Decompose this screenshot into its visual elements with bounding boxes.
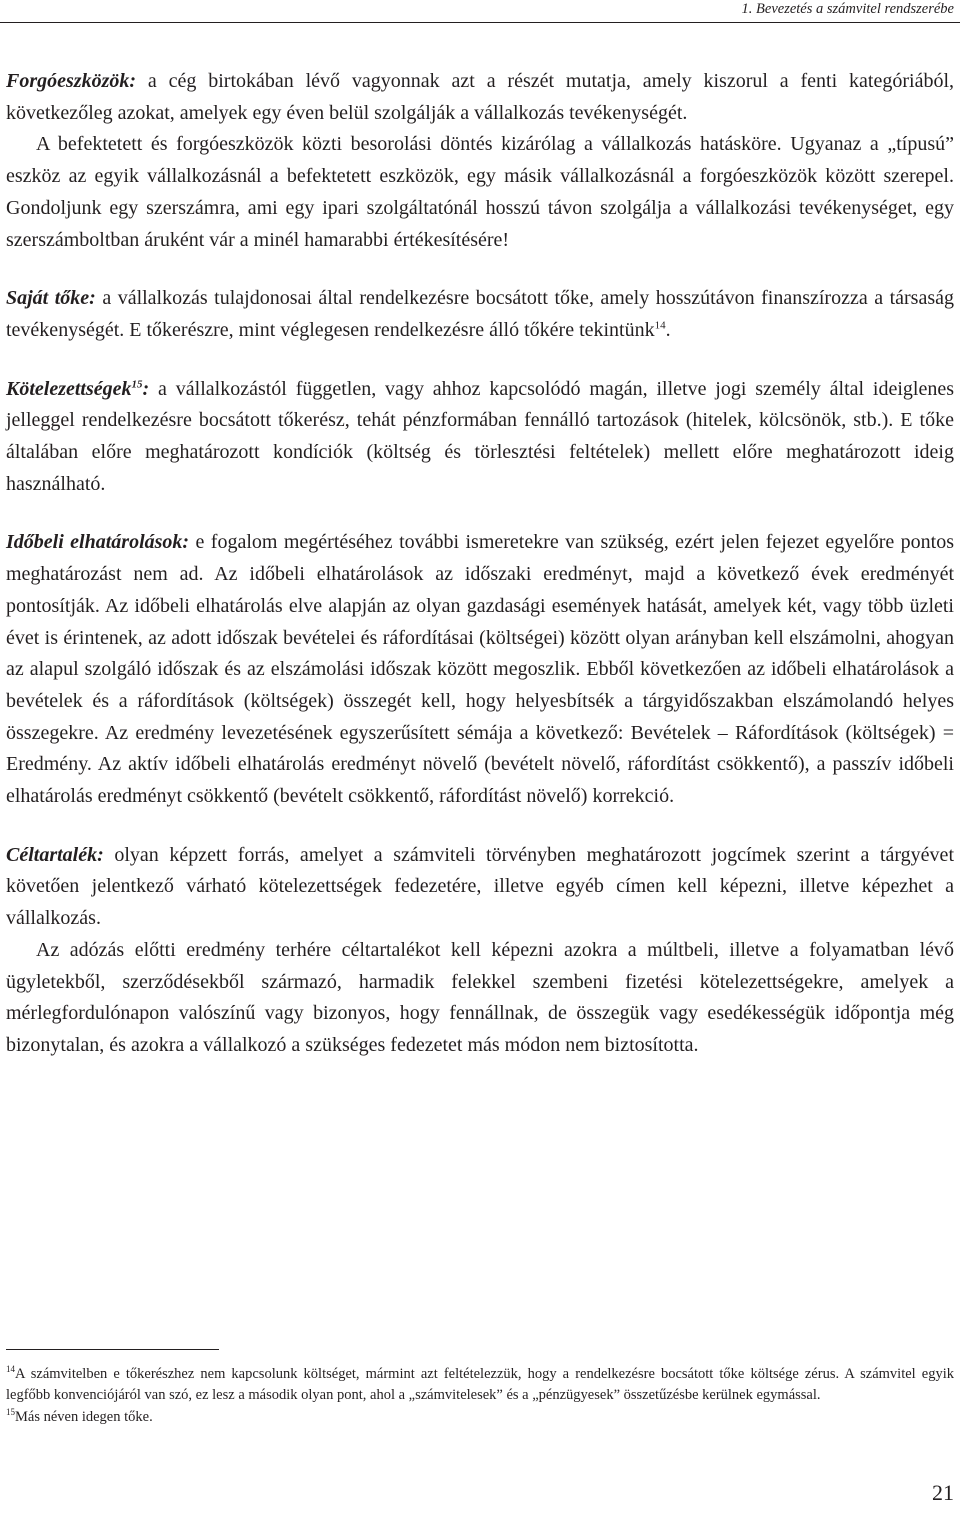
definition-liabilities: a vállalkozástól független, vagy ahhoz kapcsolódó magán, illetve jogi személy által ideiglenes jelleggel rendelkezésre bocsátott tőkerész, tehát pénzformában fennálló tartozások (hitelek, kölcsönök, stb.). E tőke általában előre meghatározott kondíciók (költség és törlesztési feltételek) mellett előre meghatározott ideig használható. <box>6 377 954 495</box>
term-equity: Saját tőke: <box>6 287 96 310</box>
paragraph-provisions-detail <box>6 935 954 1062</box>
term-liabilities-colon: : <box>142 377 150 400</box>
term-accruals: Időbeli elhatárolások: <box>6 531 190 554</box>
paragraph-liabilities <box>6 374 954 501</box>
provisions-detail-text: Az adózás előtti eredmény terhére céltartalékot kell képezni azokra a múltbeli, illetve a folyamatban lévő ügyletekből, szerződésekből származó, harmadik felekkel szembeni fizetési kötelezettségekre, amelyek a mérlegfordulónapon valószínű vagy bizonyos, hogy fennállnak, de összegük vagy esedékességük időpontja még bizonytalan, és azokra a vállalkozó a szükséges fedezetet más módon nem biztosította. <box>6 938 954 1056</box>
footnote-text-15: Más néven idegen tőke. <box>15 1408 153 1425</box>
equity-period: . <box>665 318 671 341</box>
running-header <box>0 0 960 23</box>
term-current-assets: Forgóeszközök: <box>6 70 137 92</box>
paragraph-equity <box>6 283 954 346</box>
footnote-ref-14[interactable]: 14 <box>654 319 666 332</box>
paragraph-classification <box>6 129 954 256</box>
paragraph-provisions <box>6 840 954 935</box>
footnotes <box>6 1364 954 1428</box>
definition-provisions: olyan képzett forrás, amelyet a számviteli törvényben meghatározott jogcímek szerint a tárgyévet követően jelentkező várható kötelezettségek fedezetére, illetve egyéb címen kell képezni, illetve képezhet a vállalkozás. <box>6 843 954 930</box>
footnote-15 <box>6 1407 954 1428</box>
definition-equity: a vállalkozás tulajdonosai által rendelkezésre bocsátott tőke, amely hosszútávon finanszírozza a társaság tevékenységét. E tőkerészre, mint véglegesen rendelkezésre álló tőkére tekintünk <box>6 287 954 341</box>
definition-accruals: e fogalom megértéséhez további ismeretekre van szükség, ezért jelen fejezet egyelőre pontos meghatározást nem ad. Az időbeli elhatárolások az időszaki eredményt, majd a következő évek eredményét pontosítják. Az időbeli elhatárolás elve alapján az olyan gazdasági események hatását, amelyek két, vagy több üzleti évet is érintenek, az adott időszak bevételei és ráfordításai (költségei) között olyan arányban kell elszámolni, ahogyan az alapul szolgáló időszak és az elszámolási időszak között megoszlik. Ebből következően az időbeli elhatárolások a bevételek és a ráfordítások (költségek) összegét kell, hogy helyesbítsék a tárgyidőszakban elszámolandó helyes összegekre. Az eredmény levezetésének egyszerűsített sémája a következő: Bevételek – Ráfordítások (költségek) = Eredmény. Az aktív időbeli elhatárolás eredményt növelő (bevételt növelő, ráfordítást csökkentő), a passzív időbeli elhatárolás eredményt csökkentő (bevételt csökkentő, ráfordítást növelő) korrekció. <box>6 531 955 808</box>
term-provisions: Céltartalék: <box>6 843 104 866</box>
term-liabilities <box>6 378 149 400</box>
running-title: 1. Bevezetés a számvitel rendszerébe <box>741 1 954 17</box>
classification-text: A befektetett és forgóeszközök közti besorolási döntés kizárólag a vállalkozás hatásköre. Ugyanaz a „típusú” eszköz az egyik vállalkozásnál a befektetett eszközök, egy másik vállalkozásnál a forgóeszközök között szerepel. Gondoljunk egy szerszámra, ami egy ipari szolgáltatónál hosszú távon szolgálja a vállalkozási tevékenységet, egy szerszámboltban áruként vár a minél hamarabbi értékesítésére! <box>6 133 954 251</box>
paragraph-accruals <box>6 527 954 812</box>
paragraph-current-assets <box>6 66 954 129</box>
page-number: 21 <box>932 1480 954 1505</box>
footnote-number-14: 14 <box>6 1364 15 1375</box>
page-body <box>6 66 954 1062</box>
footnote-14 <box>6 1364 954 1407</box>
footnote-number-15: 15 <box>6 1406 15 1417</box>
footnote-divider <box>6 1349 219 1350</box>
definition-current-assets: a cég birtokában lévő vagyonnak azt a részét mutatja, amely kiszorul a fenti kategóriából, következőleg azokat, amelyek egy éven belül szolgálják a vállalkozás tevékenységét. <box>6 70 954 124</box>
term-liabilities-label: Kötelezettségek <box>6 377 132 400</box>
footnote-ref-15[interactable]: 15 <box>131 377 143 390</box>
footnote-text-14: A számvitelben e tőkerészhez nem kapcsolunk költséget, mármint azt feltételezzük, hogy a rendelkezésre bocsátott tőke költsége zérus. A számvitel egyik legfőbb konvenciójáról van szó, ez lesz a második olyan pont, ahol a „számvitelesek” és a „pénzügyesek” összetűzésbe kerülnek egymással. <box>6 1366 954 1404</box>
